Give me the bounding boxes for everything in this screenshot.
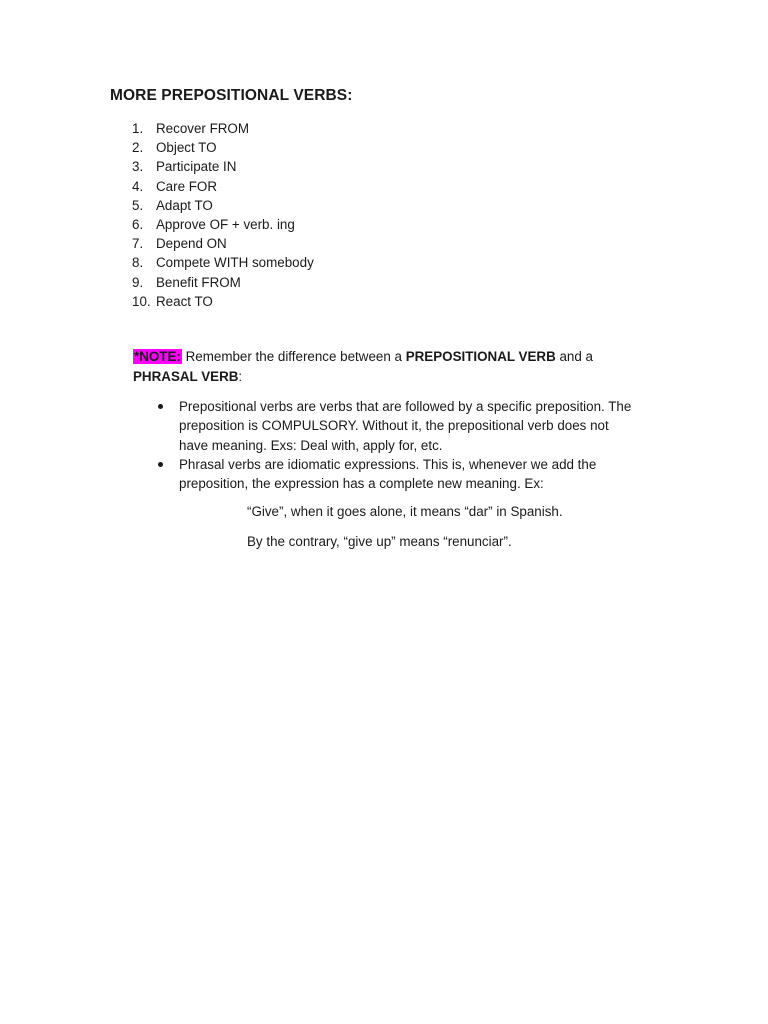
- note-text-before: Remember the difference between a: [181, 349, 406, 364]
- list-item-text: Compete WITH somebody: [156, 255, 314, 271]
- list-item-text: Care FOR: [156, 178, 218, 194]
- list-item: [110, 215, 314, 234]
- explanation-bullet-list: [156, 397, 636, 493]
- list-number: 3.: [132, 159, 144, 175]
- note-paragraph: [133, 347, 633, 386]
- list-item: [110, 253, 314, 272]
- bullet-text: Phrasal verbs are idiomatic expressions. This is, whenever we add the preposition, the expression has a complete new meaning. Ex:: [179, 456, 597, 492]
- list-number: 4.: [132, 178, 144, 194]
- bullet-item-prepositional: [156, 397, 636, 455]
- list-item-text: Object TO: [156, 140, 217, 156]
- list-number: 5.: [132, 197, 144, 213]
- list-item: [110, 119, 314, 138]
- note-text-middle: and a: [555, 349, 597, 364]
- list-item-text: React TO: [156, 293, 213, 309]
- list-item: [110, 234, 314, 253]
- list-item-text: Recover FROM: [156, 121, 250, 136]
- list-number: 2.: [132, 140, 144, 156]
- list-number: 6.: [132, 216, 144, 232]
- list-item: [110, 177, 314, 196]
- note-bold-phrasal-verb: PHRASAL VERB: [133, 368, 239, 384]
- list-item-text: Benefit FROM: [156, 274, 241, 290]
- list-item-text: Depend ON: [156, 236, 227, 252]
- example-give-up: By the contrary, “give up” means “renunciar”.: [247, 534, 512, 549]
- list-item-text: Participate IN: [156, 159, 237, 175]
- note-bold-prepositional-verb: PREPOSITIONAL VERB: [405, 349, 556, 364]
- note-highlight-tag: *NOTE:: [134, 349, 181, 364]
- list-item: [110, 292, 314, 311]
- page-title: MORE PREPOSITIONAL VERBS:: [110, 87, 353, 104]
- bullet-text: Prepositional verbs are verbs that are followed by a specific preposition. The preposition is COMPULSORY. Without it, the prepositional verb does not have meaning. Exs: Deal with, apply for, etc.: [179, 399, 632, 453]
- bullet-item-phrasal: [156, 455, 636, 494]
- prepositional-verb-list: [110, 119, 314, 311]
- list-item: [110, 273, 314, 292]
- example-give: “Give”, when it goes alone, it means “dar” in Spanish.: [247, 504, 563, 519]
- list-number: 9.: [132, 274, 144, 290]
- bullet-dot-icon: [158, 404, 163, 409]
- list-number: 10.: [132, 293, 151, 309]
- list-item: [110, 157, 314, 176]
- list-item: [110, 196, 314, 215]
- list-number: 7.: [132, 236, 144, 252]
- bullet-dot-icon: [158, 462, 163, 467]
- note-text-after: :: [238, 368, 243, 384]
- list-number: 1.: [132, 121, 144, 136]
- list-item: [110, 138, 314, 157]
- list-item-text: Adapt TO: [156, 197, 213, 213]
- list-item-text: Approve OF + verb. ing: [156, 216, 295, 232]
- list-number: 8.: [132, 255, 144, 271]
